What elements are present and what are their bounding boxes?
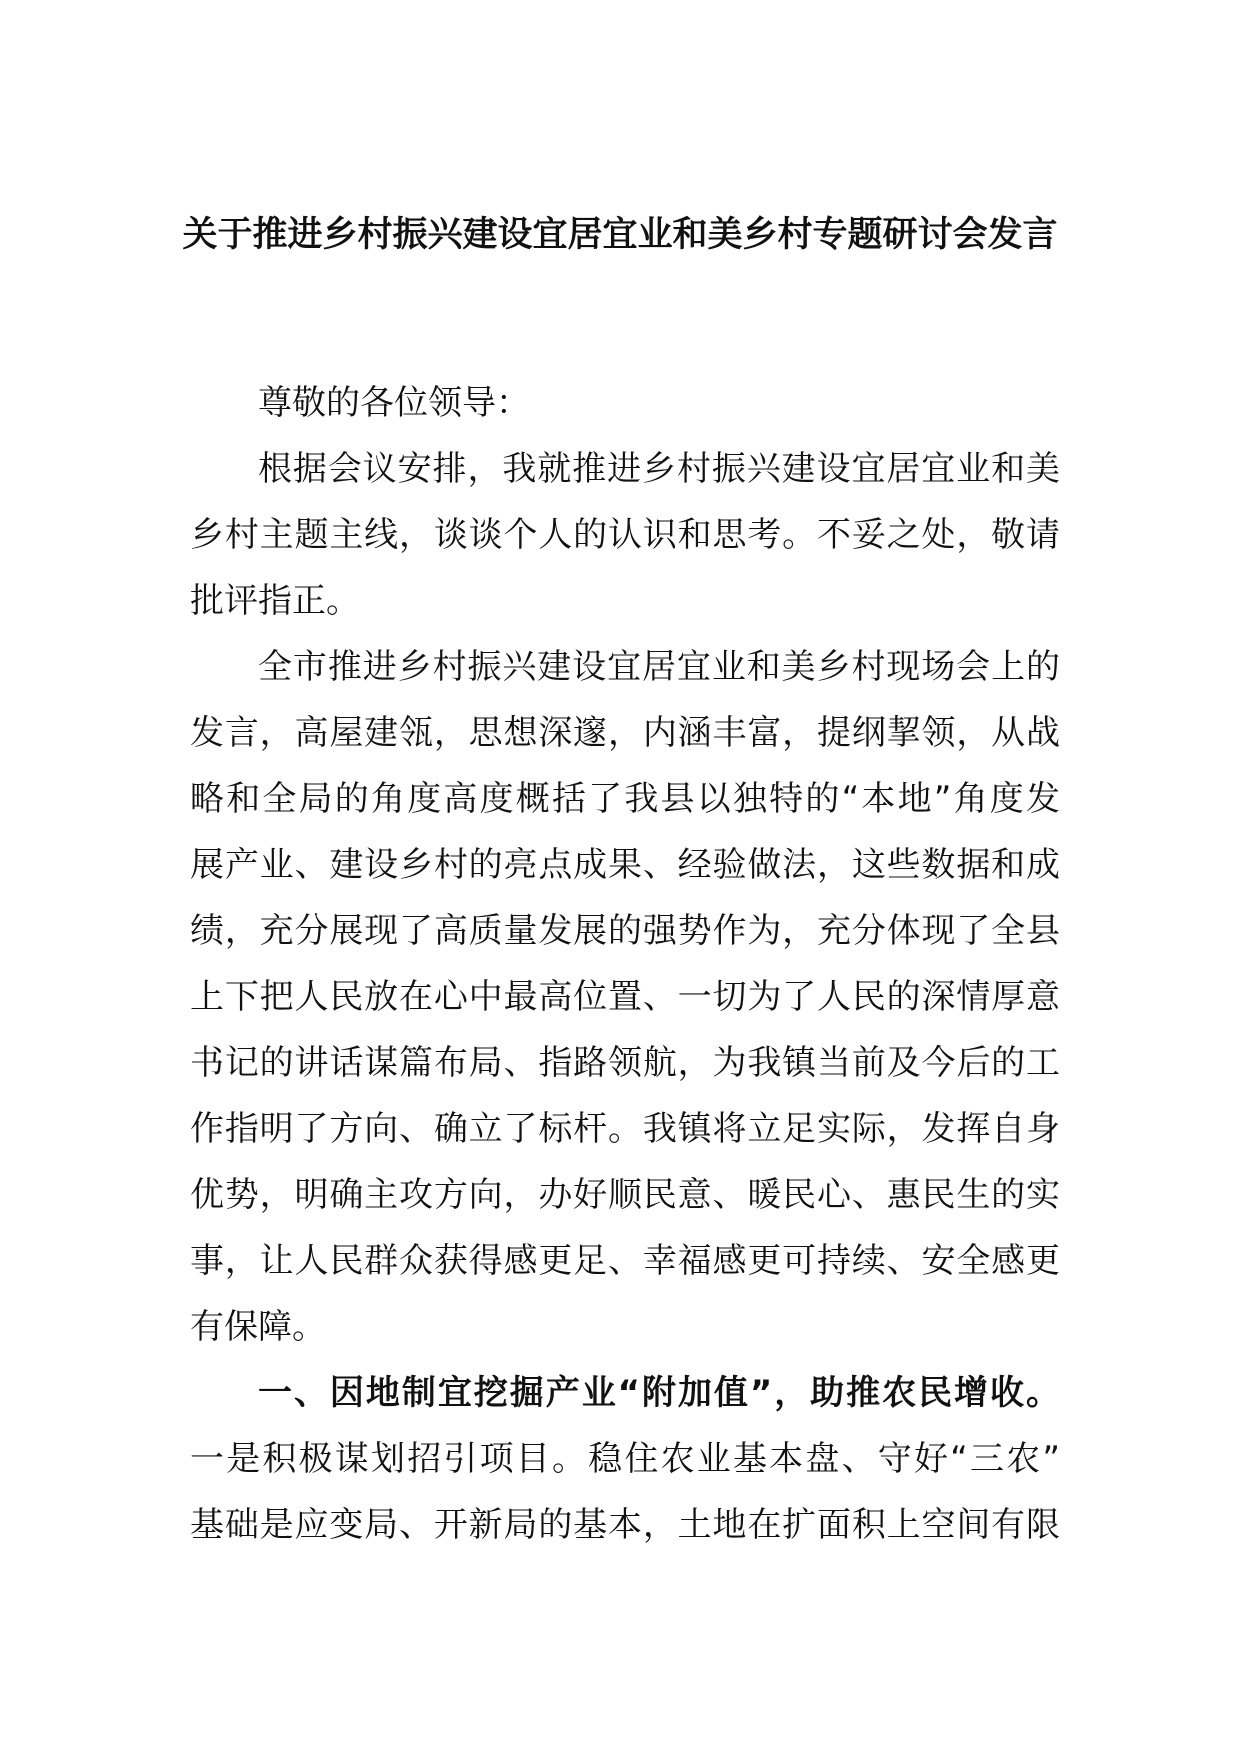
salutation: 尊敬的各位领导：	[258, 383, 530, 423]
paragraph-line: 优势，明确主攻方向，办好顺民意、暖民心、惠民生的实	[190, 1175, 1060, 1215]
paragraph-2	[190, 634, 1060, 1360]
paragraph-line: 作指明了方向、确立了标杆。我镇将立足实际，发挥自身	[190, 1109, 1060, 1149]
paragraph-1	[190, 436, 1060, 634]
paragraph-line: 绩，充分展现了高质量发展的强势作为，充分体现了全县	[190, 911, 1060, 951]
section-line: 一是积极谋划招引项目。稳住农业基本盘、守好“三农”	[190, 1439, 1060, 1479]
section-heading: 一、因地制宜挖掘产业“附加值”，助推农民增收。	[258, 1373, 1060, 1413]
paragraph-line: 上下把人民放在心中最高位置、一切为了人民的深情厚意	[190, 977, 1060, 1017]
document-body	[190, 370, 1060, 1558]
document-title: 关于推进乡村振兴建设宜居宜业和美乡村专题研讨会发言	[182, 215, 1058, 255]
paragraph-line: 有保障。	[190, 1307, 326, 1347]
section-paragraph	[190, 1360, 1060, 1558]
paragraph-line: 根据会议安排，我就推进乡村振兴建设宜居宜业和美	[258, 449, 1060, 489]
paragraph-line: 书记的讲话谋篇布局、指路领航，为我镇当前及今后的工	[190, 1043, 1060, 1083]
paragraph-line: 事，让人民群众获得感更足、幸福感更可持续、安全感更	[190, 1241, 1060, 1281]
paragraph-line: 全市推进乡村振兴建设宜居宜业和美乡村现场会上的	[258, 647, 1060, 687]
paragraph-line: 略和全局的角度高度概括了我县以独特的“本地”角度发	[190, 779, 1060, 819]
paragraph-line: 乡村主题主线，谈谈个人的认识和思考。不妥之处，敬请	[190, 515, 1060, 555]
paragraph-line: 展产业、建设乡村的亮点成果、经验做法，这些数据和成	[190, 845, 1060, 885]
section-line: 基础是应变局、开新局的基本，土地在扩面积上空间有限	[190, 1505, 1060, 1545]
paragraph-line: 发言，高屋建瓴，思想深邃，内涵丰富，提纲挈领，从战	[190, 713, 1060, 753]
paragraph-line: 批评指正。	[190, 581, 360, 621]
